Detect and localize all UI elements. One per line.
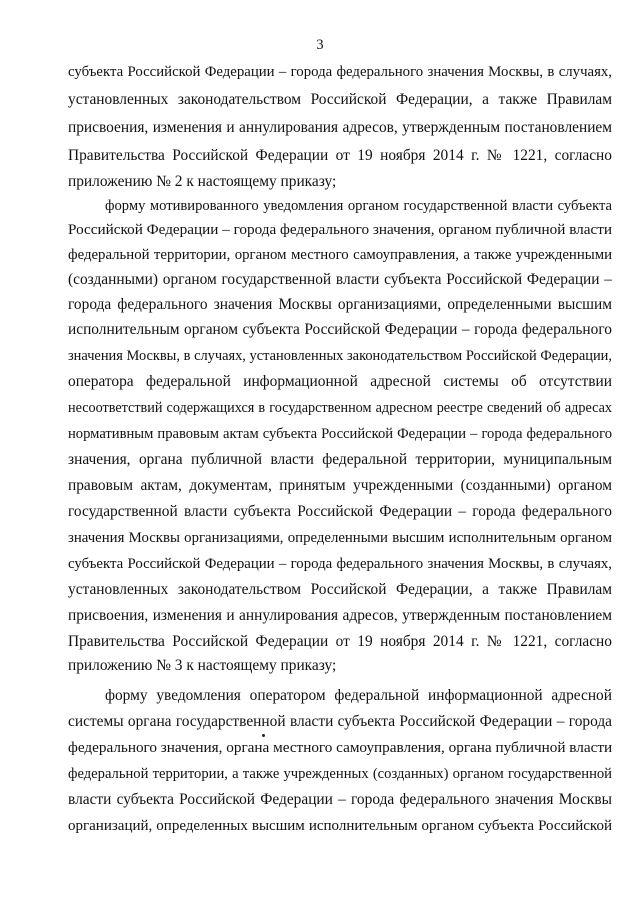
text-line: нормативным правовым актам субъекта Российской Федерации – города федерального [68,426,612,442]
page-number: 3 [316,37,324,53]
text-line: присвоения, изменения и аннулирования адресов, утвержденным постановлением [68,607,612,624]
scan-speck [262,734,265,737]
text-line: государственной власти субъекта Российской Федерации – города федерального [68,503,612,520]
text-line: приложению № 2 к настоящему приказу; [68,173,337,190]
text-line: Правительства Российской Федерации от 19 ноября 2014 г. № 1221, согласно [68,633,612,650]
text-line: значения Москвы организациями, определенными высшим исполнительным органом [68,530,612,546]
text-line: правовым актам, документам, принятым учрежденными (созданными) органом [68,477,612,494]
text-line: несоответствий содержащихся в государственном адресном реестре сведений об адресах [68,400,612,416]
text-line: (созданными) органом государственной власти субъекта Российской Федерации – [68,271,612,288]
text-line: оператора федеральной информационной адресной системы об отсутствии [68,373,612,390]
text-line: субъекта Российской Федерации – города федерального значения Москвы, в случаях, [68,556,612,572]
text-line: федеральной территории, органом местного самоуправления, а также учрежденными [68,247,612,263]
text-line: власти субъекта Российской Федерации – города федерального значения Москвы [68,791,612,808]
text-line: форму уведомления оператором федеральной информационной адресной [105,687,612,704]
text-line: приложению № 3 к настоящему приказу; [68,657,337,674]
text-line: системы органа государственной власти субъекта Российской Федерации – города [68,713,612,730]
text-line: установленных законодательством Российской Федерации, а также Правилам [68,91,612,108]
text-line: значения, органа публичной власти федеральной территории, муниципальным [68,451,612,468]
text-line: значения Москвы, в случаях, установленных законодательством Российской Федерации, [68,348,612,364]
text-line: исполнительным органом субъекта Российской Федерации – города федерального [68,321,612,338]
text-line: Российской Федерации – города федерального значения, органом публичной власти [68,221,612,238]
text-line: Правительства Российской Федерации от 19 ноября 2014 г. № 1221, согласно [68,147,612,164]
text-line: субъекта Российской Федерации – города федерального значения Москвы, в случаях, [68,64,612,80]
text-line: присвоения, изменения и аннулирования адресов, утвержденным постановлением [68,119,612,136]
text-line: федеральной территории, а также учрежденных (созданных) органом государственной [68,766,612,782]
text-line: организаций, определенных высшим исполнительным органом субъекта Российской [68,818,612,834]
text-line: форму мотивированного уведомления органом государственной власти субъекта [105,198,612,214]
text-line: федерального значения, органа местного самоуправления, органа публичной власти [68,739,613,756]
text-line: города федерального значения Москвы организациями, определенными высшим [68,296,612,313]
text-line: установленных законодательством Российской Федерации, а также Правилам [68,581,612,598]
